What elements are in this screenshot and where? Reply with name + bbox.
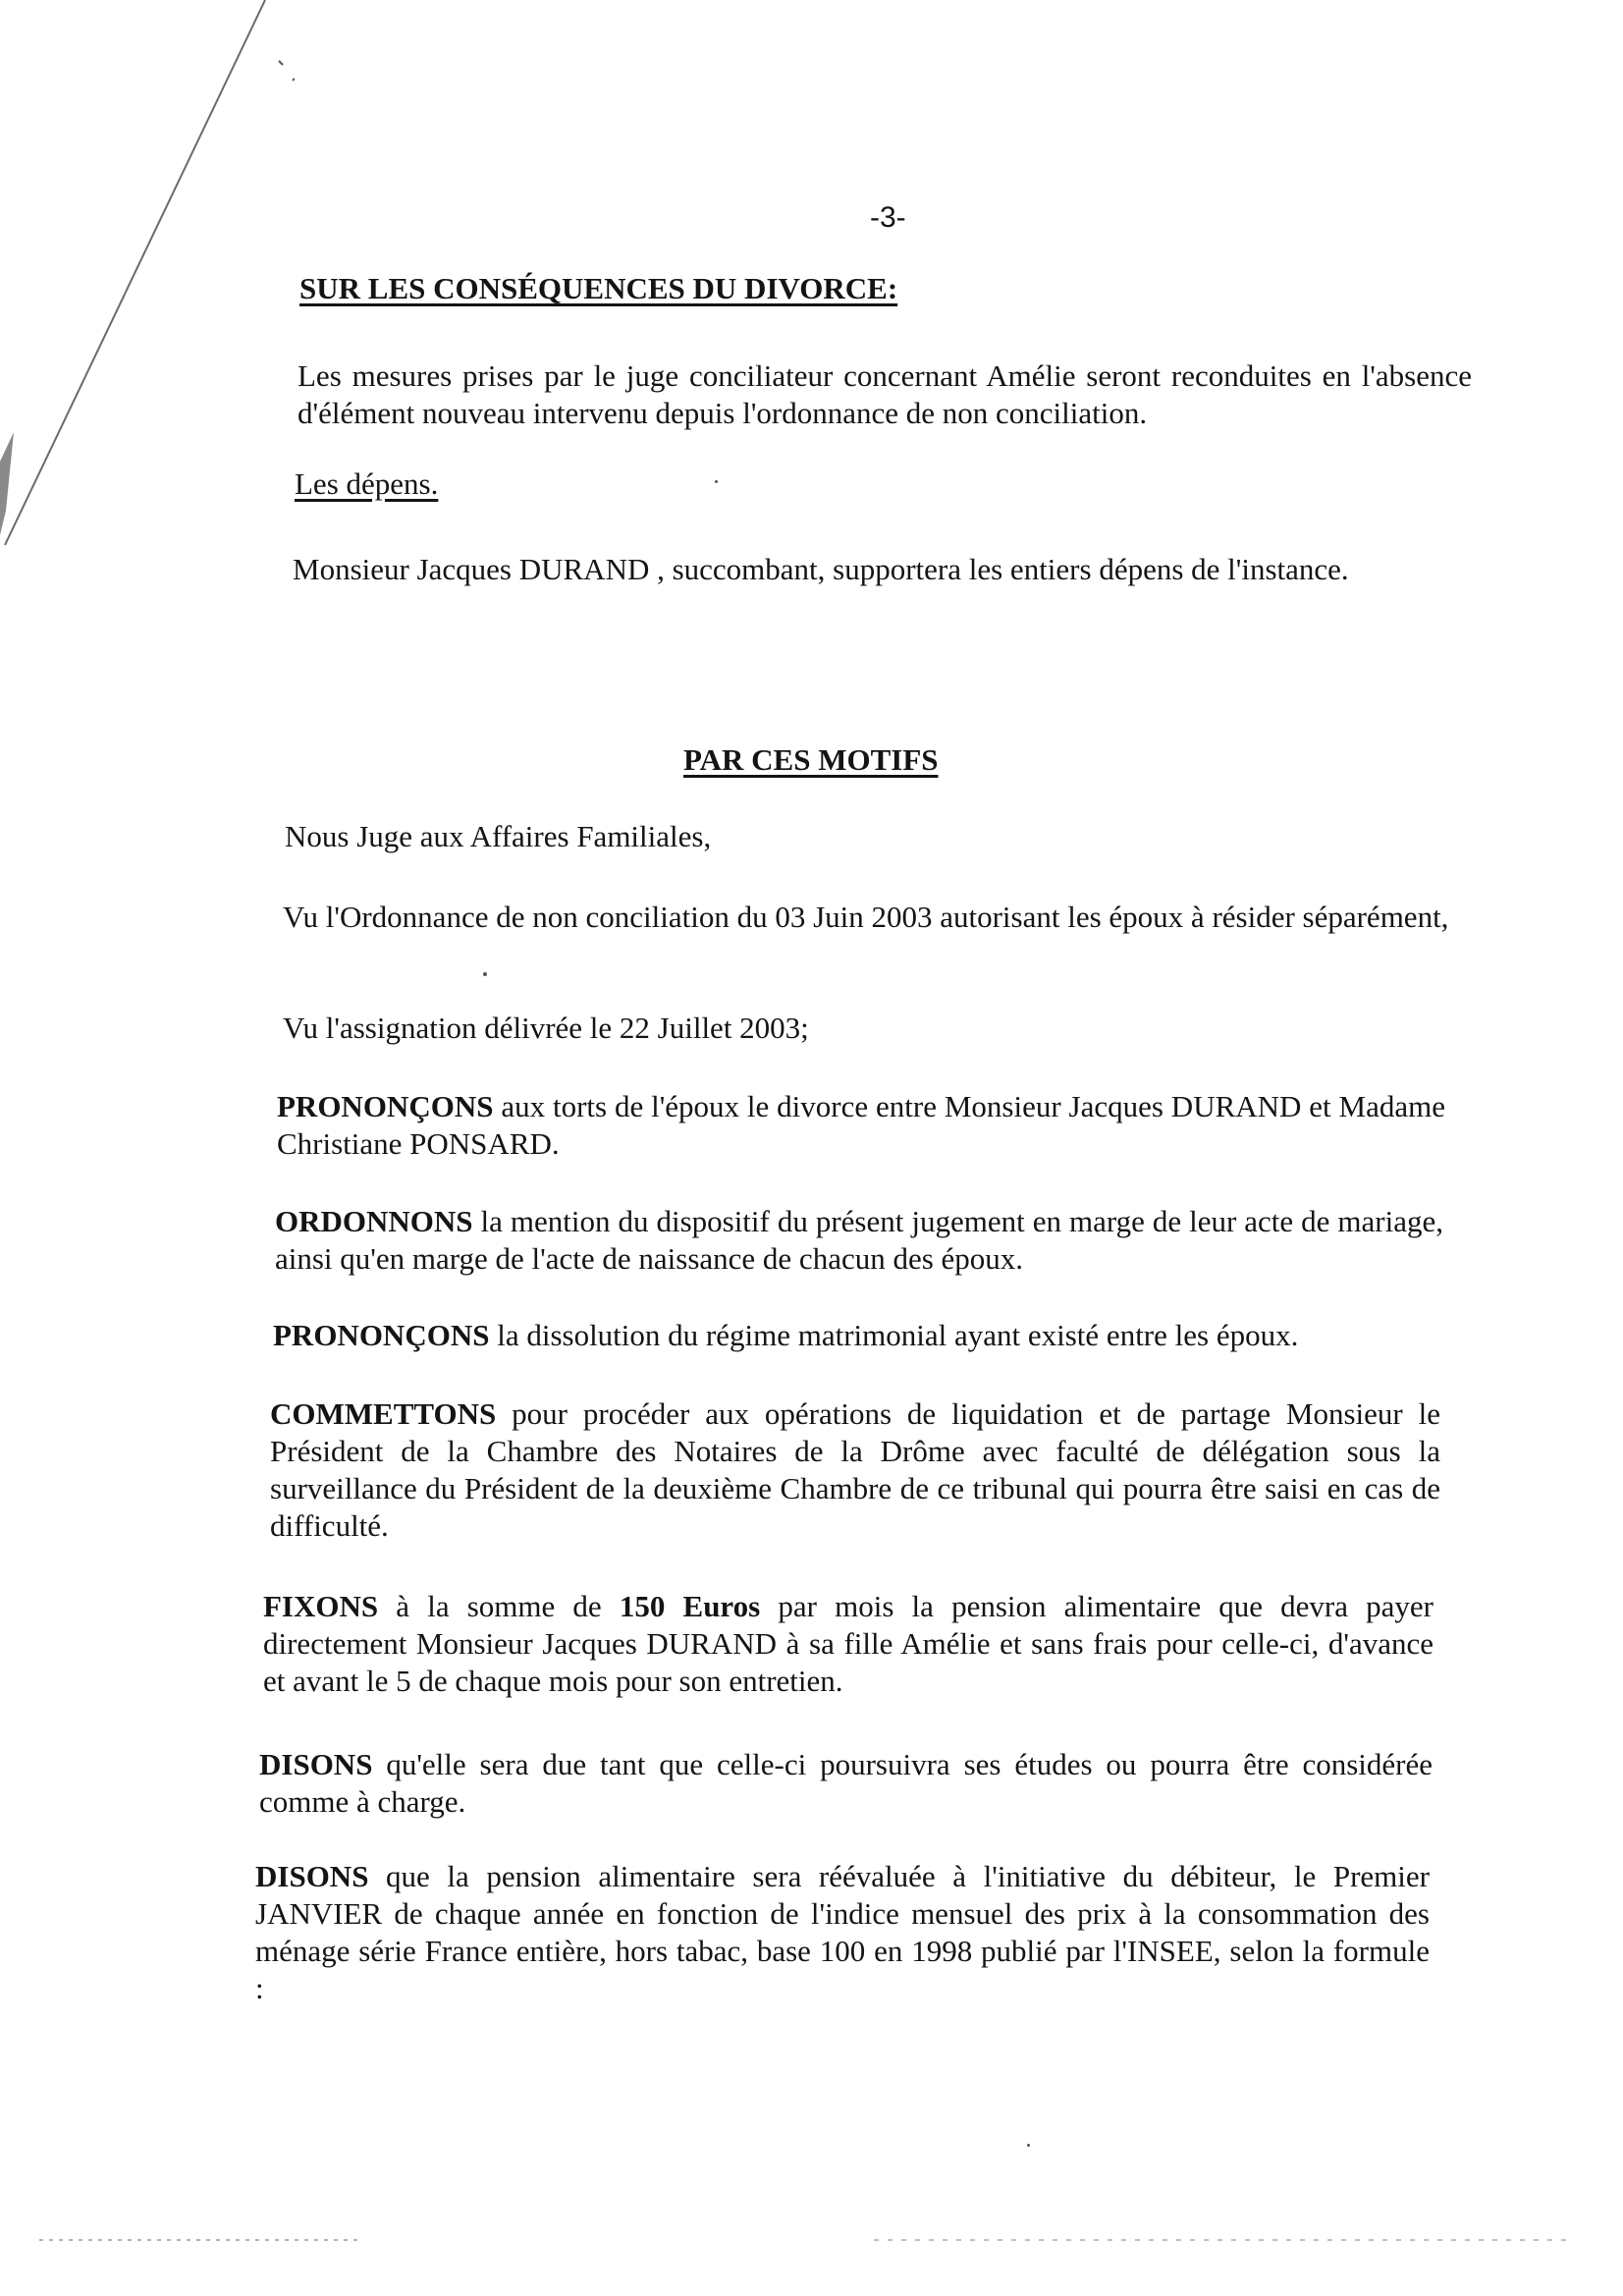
decision-prononcons-dissolution (273, 1317, 1441, 1354)
vu-assignation-paragraph: Vu l'assignation délivrée le 22 Juillet 2003; (283, 1011, 809, 1045)
decision-text: la mention du dispositif du présent jugement en marge de leur acte de mariage, ainsi qu'en marge de l'acte de naissance de chacun des époux. (275, 1204, 1443, 1276)
vu-ordonnance-paragraph: Vu l'Ordonnance de non conciliation du 03 Juin 2003 autorisant les époux à résider séparément, (283, 900, 1449, 934)
pension-amount: 150 Euros (619, 1589, 761, 1623)
decision-keyword: DISONS (259, 1747, 373, 1781)
decision-text: que la pension alimentaire sera réévaluée à l'initiative du débiteur, le Premier JANVIER de chaque année en fonction de l'indice mensuel des prix à la consommation des ménage série France entière, hors tabac, base 100 en 1998 publié par l'INSEE, selon la formule : (255, 1859, 1430, 2005)
decision-keyword: COMMETTONS (270, 1396, 497, 1431)
scan-speck (715, 480, 718, 483)
measures-paragraph: Les mesures prises par le juge conciliateur concernant Amélie seront reconduites en l'absence d'élément nouveau intervenu depuis l'ordonnance de non conciliation. (298, 358, 1472, 430)
decision-keyword: DISONS (255, 1859, 369, 1893)
decision-ordonnons (275, 1203, 1443, 1278)
motifs-heading: PAR CES MOTIFS (683, 742, 939, 777)
consequences-heading: SUR LES CONSÉQUENCES DU DIVORCE: (299, 271, 898, 305)
decision-keyword: PRONONÇONS (277, 1089, 494, 1123)
decision-keyword: PRONONÇONS (273, 1318, 490, 1352)
decision-text: à la somme de (378, 1589, 620, 1623)
scan-bottom-noise (39, 2235, 1591, 2245)
decision-text: qu'elle sera due tant que celle-ci poursuivra ses études ou pourra être considérée comme à charge. (259, 1747, 1433, 1819)
decision-commettons (270, 1395, 1440, 1545)
decision-fixons (263, 1588, 1434, 1700)
decision-keyword: FIXONS (263, 1589, 379, 1623)
decision-text: pour procéder aux opérations de liquidation et de partage Monsieur le Président de la Chambre des Notaires de la Drôme avec faculté de délégation sous la surveillance du Président de la deuxième Chambre de ce tribunal qui pourra être saisi en cas de difficulté. (270, 1396, 1440, 1543)
decision-disons-revaluation (255, 1858, 1430, 2007)
costs-heading: Les dépens. (295, 466, 439, 501)
scan-speck (483, 972, 487, 976)
decision-keyword: ORDONNONS (275, 1204, 473, 1238)
page-number: -3- (870, 201, 906, 234)
decision-text: aux torts de l'époux le divorce entre Monsieur Jacques DURAND et Madame Christiane PONSARD. (277, 1089, 1445, 1161)
decision-text: la dissolution du régime matrimonial ayant existé entre les époux. (489, 1318, 1299, 1352)
decision-text: par mois la pension alimentaire que devra payer directement Monsieur Jacques DURAND à sa fille Amélie et sans frais pour celle-ci, d'avance et avant le 5 de chaque mois pour son entretien. (263, 1589, 1434, 1698)
decision-prononcons-divorce (277, 1088, 1445, 1163)
decision-disons-duration (259, 1746, 1433, 1821)
scan-edge-artifact (0, 0, 295, 550)
motifs-intro: Nous Juge aux Affaires Familiales, (285, 819, 712, 853)
costs-paragraph: Monsieur Jacques DURAND , succombant, supportera les entiers dépens de l'instance. (293, 552, 1349, 586)
scan-speck (1027, 2144, 1030, 2147)
